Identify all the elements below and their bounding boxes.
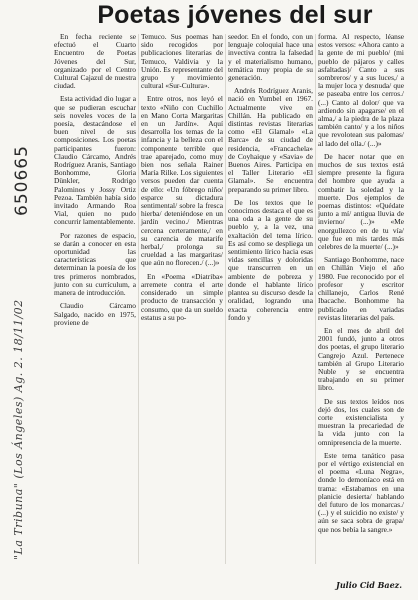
- paragraph: De los textos que le conocimos destaca el que es una oda a la gente de su pueblo y, a la vez, una exaltación del tema lírico. Es así como se despliega un sentimiento lírico hacia esas vidas sencillas y doloridas que transcurren en un ambiente de pobreza y donde el hablante lírico plantea su discurso desde la oralidad, logrando una exacta coherencia entre fondo y: [228, 197, 313, 322]
- paragraph: Claudio Cárcamo Salgado, nacido en 1975, proviene de: [54, 301, 136, 327]
- article-column-1: [54, 33, 136, 332]
- article-headline: Poetas jóvenes del sur: [97, 1, 373, 29]
- article-column-4: [318, 33, 404, 539]
- paragraph: Por razones de espacio, se darán a conocer en esta oportunidad las características que determinan la poesía de los tres primeros nombrados, junto con su currículum, a manera de introducción.: [54, 230, 136, 298]
- paragraph: Santiago Bonhomme, nace en Chillán Viejo el año 1980. Fue reconocido por el profesor y escritor chillanejo, Carlos René Ibacache. Bonhomme ha publicado en variadas revistas literarias del país.: [318, 255, 404, 322]
- paragraph: Andrés Rodríguez Aranis, nació en Yumbel en 1967. Actualmente vive en Chillán. Ha publicado en distintas revistas literarias como «El Glamal» «La Barca» de su ciudad de residencia, «Francachela» de Coyhaique y «Savia» de Buenos Aires. Participa en el Taller Literario «El Glamal». Se encuentra preparando su primer libro.: [228, 86, 313, 194]
- paragraph: De hacer notar que en muchos de sus textos está siempre presente la figura del hombre que ayuda a combatir la soledad y la muerte. Dos ejemplos de poemas distintos: «Quédate junto a mí/ antigua lluvia de invierno/ (...)» «Me enorgullezco en de tu vía/ que fue en mis tardes más celebres de la muerte/ (...)»: [318, 151, 404, 252]
- author-signature: Julio Cid Baez.: [336, 580, 402, 590]
- handwritten-source-note: "La Tribuna" (Los Ángeles) Ag. 2. 18/11/02: [12, 299, 25, 560]
- paragraph: Este tema tanático pasa por el vértigo existencial en el poema «Luna Negra», donde lo demoníaco está en trama: «Estabamos en una planicie desierta/ hablando del futuro de los monarcas./ (...) y el suicidio no existe/ y aún se saca sobra de grapa/ que nos bebía la sangre.»: [318, 450, 404, 534]
- paragraph: seedor. En el fondo, con un lenguaje coloquial hace una invectiva contra la falsedad y el materialismo humano, temática muy propia de su generación.: [228, 32, 313, 83]
- archive-number: [12, 118, 36, 218]
- paragraph: forma. Al respecto, léanse estos versos: «Ahora canto a la gente de mi pueblo/ (mi pueblo de pájaros y calles asfaltadas)/ Canto a sus sombreros/ y a sus luces,/ a la mujer loca y desnuda/ que se paseaba entre los cerros./ (...) Canto al dolor/ que va ardiendo sin apagarse/ en el alma,/ a la piedra de la plaza también canto/ y a los niños que revolotean sus palomas/ al lado del olla./ (...)»: [318, 32, 404, 148]
- paragraph: De sus textos leídos nos dejó dos, los cuales son de corte existencialista y muestran la precariedad de la vida junto con la omnipresencia de la muerte.: [318, 396, 404, 447]
- paragraph: En fecha reciente se efectuó el Cuarto Encuentro de Poetas Jóvenes del Sur, organizado por el Centro Cultural Cajazul de nuestra ciudad.: [54, 32, 136, 91]
- column-divider: [315, 34, 316, 564]
- paragraph: Entre otros, nos leyó el texto «Niño con Cuchillo en Mano Corta Margaritas en un Jardín». Aquí desarrolla los temas de la infancia y la belleza con el componente terrible que trae aparejado, como muy bien nos señala Rainer María Rilke. Los siguientes versos pueden dar cuenta de ello: «Un fóbrego niño/ esparce su dictadura sentimental/ sobre la fresca hierba/ deteniéndose en un jardín vecino./ Mientras cercena certeramente,/ en su carencia de matarife herbal,/ prolonga su crueldad a las margaritas/ que aún no florecen./ (...)»: [141, 94, 223, 268]
- paragraph: En el mes de abril del 2001 fundó, junto a otros dos poetas, el grupo literario Cangrejo Azul. Pertenece también al Grupo Literario Nuble y se encuentra trabajando en su primer libro.: [318, 325, 404, 393]
- archive-number-text: 650665: [12, 145, 32, 216]
- paragraph: Esta actividad dio lugar a que se pudieran escuchar seis noveles voces de la poesía, destacándose el buen nivel de sus composiciones. Los poetas participantes fueron: Claudio Cárcamo, Andrés Rodríguez Aranis, Santiago Bonhomme, Gloria Dünkler, Rodrigo Palominos y Jossy Ortiz Pezoa. También había sido invitado Armando Roa Vial, quien no pudo concurrir lamentablemente.: [54, 94, 136, 227]
- column-divider: [225, 34, 226, 564]
- column-divider: [138, 34, 139, 564]
- article-column-3: [228, 33, 313, 327]
- paragraph: Temuco. Sus poemas han sido recogidos por publicaciones literarias de Temuco, Valdivia y la Unión. Es representante del grupo y movimiento cultural «Sur-Cultura».: [141, 32, 223, 91]
- article-column-2: [141, 33, 223, 327]
- paragraph: En «Poema «Diatriba» arremete contra el arte considerado un simple producto de transacción y consumo, que da un sueldo estatus a su po-: [141, 271, 223, 322]
